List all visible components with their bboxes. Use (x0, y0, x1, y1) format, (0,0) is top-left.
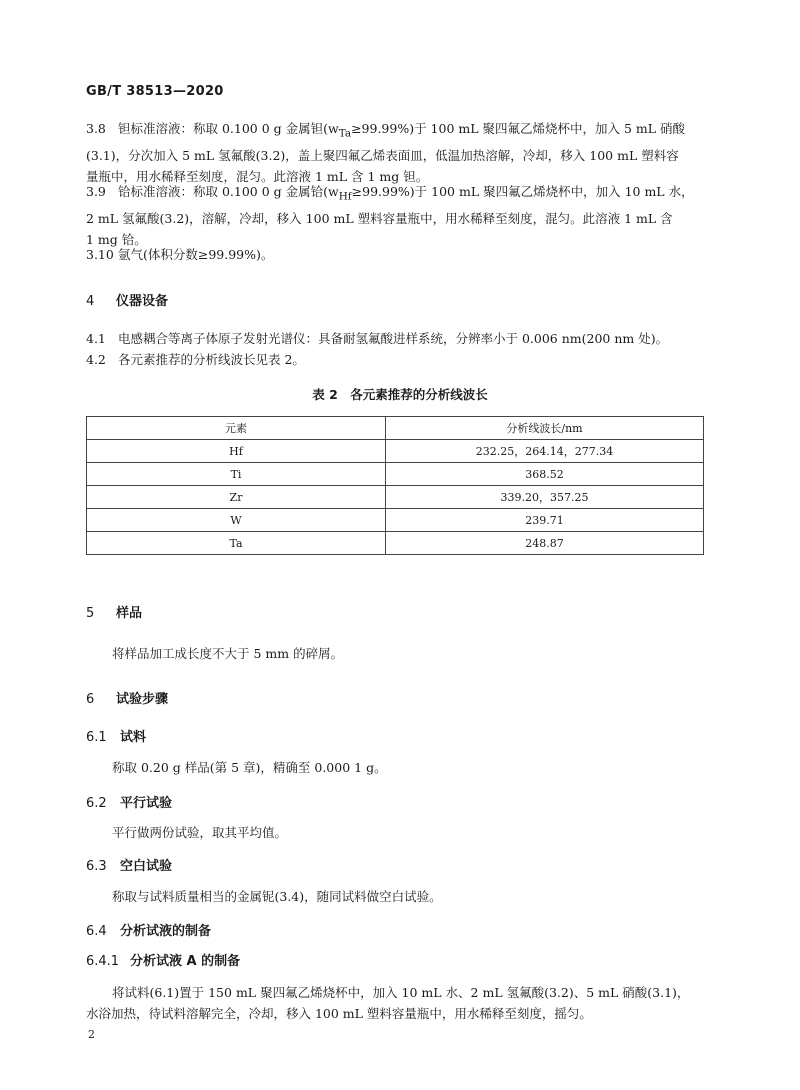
clause-number: 4.1 (86, 331, 106, 346)
wavelength-cell: 232.25，264.14，277.34 (386, 440, 704, 463)
wavelength-cell: 239.71 (386, 509, 704, 532)
section-6-2-body: 平行做两份试验，取其平均值。 (112, 825, 288, 840)
section-title: 试验步骤 (116, 692, 169, 707)
clause-3-10 (86, 244, 716, 265)
clause-4-1 (86, 328, 716, 349)
section-6-1-body: 称取 0.20 g 样品(第 5 章)，精确至 0.000 1 g。 (112, 760, 387, 775)
section-5-heading (86, 602, 142, 621)
clause-text: 电感耦合等离子体原子发射光谱仪：具备耐氢氟酸进样系统，分辨率小于 0.006 nm(200 nm 处)。 (118, 331, 669, 346)
section-title: 分析试液的制备 (120, 924, 212, 939)
section-number: 6.3 (86, 859, 107, 874)
section-6-2-heading (86, 792, 172, 811)
clause-3-9 (86, 181, 716, 250)
wavelength-cell: 339.20，357.25 (386, 486, 704, 509)
section-number: 4 (86, 294, 95, 309)
section-number: 6 (86, 692, 95, 707)
section-number: 6.4 (86, 924, 107, 939)
section-title: 仪器设备 (116, 294, 169, 309)
element-cell: W (87, 509, 386, 532)
element-cell: Ta (87, 532, 386, 555)
table-header-row (87, 417, 704, 440)
section-title: 分析试液 A 的制备 (130, 954, 241, 969)
clause-3-8 (86, 118, 716, 187)
section-number: 6.2 (86, 796, 107, 811)
section-6-4-1-body (86, 982, 712, 1024)
section-6-1-heading (86, 726, 146, 745)
clause-4-2 (86, 349, 716, 370)
element-cell: Hf (87, 440, 386, 463)
clause-number: 3.8 (86, 121, 106, 136)
table-row (87, 486, 704, 509)
element-cell: Ti (87, 463, 386, 486)
clause-text-line: 1 mg 铪。 (86, 231, 147, 247)
standard-code: GB/T 38513—2020 (86, 84, 224, 99)
section-6-4-1-heading (86, 950, 240, 969)
clause-text-line: 2 mL 氢氟酸(3.2)，溶解，冷却，移入 100 mL 塑料容量瓶中，用水稀释至刻度，混匀。此溶液 1 mL 含 (86, 210, 673, 226)
wavelength-cell: 368.52 (386, 463, 704, 486)
section-title: 平行试验 (120, 796, 173, 811)
clause-text-line: 铪标准溶液：称取 0.100 0 g 金属铪$(w_{Hf}\ge 99.99\%)$于 100 mL 聚四氟乙烯烧杯中，加入 10 mL 水， (118, 184, 694, 203)
clause-text: 各元素推荐的分析线波长见表 2。 (118, 352, 305, 367)
section-6-heading (86, 688, 168, 707)
body-line: 将试料(6.1)置于 150 mL 聚四氟乙烯烧杯中，加入 10 mL 水、2 mL 氢氟酸(3.2)、5 mL 硝酸(3.1)， (112, 985, 690, 1000)
clause-number: 4.2 (86, 352, 106, 367)
table-header-cell: 元素 (87, 417, 386, 440)
table-header-cell: 分析线波长/nm (386, 417, 704, 440)
table-row (87, 509, 704, 532)
section-5-body: 将样品加工成长度不大于 5 mm 的碎屑。 (112, 646, 344, 661)
table-row (87, 463, 704, 486)
section-4-heading (86, 290, 168, 309)
table-row (87, 440, 704, 463)
section-6-4-heading (86, 920, 211, 939)
clause-text-line: 钽标准溶液：称取 0.100 0 g 金属钽$(w_{Ta}\ge 99.99\%)$于 100 mL 聚四氟乙烯烧杯中，加入 5 mL 硝酸 (118, 121, 686, 140)
page-number: 2 (88, 1028, 95, 1041)
clause-number: 3.10 (86, 247, 114, 262)
section-title: 样品 (116, 606, 143, 621)
body-line: 水浴加热，待试料溶解完全，冷却，移入 100 mL 塑料容量瓶中，用水稀释至刻度，摇匀。 (86, 1006, 592, 1021)
clause-text: 氩气(体积分数≥99.99%)。 (118, 247, 274, 262)
section-number: 6.4.1 (86, 954, 120, 969)
section-6-3-body: 称取与试料质量相当的金属铌(3.4)，随同试料做空白试验。 (112, 889, 442, 904)
clause-text-line: 量瓶中，用水稀释至刻度，混匀。此溶液 1 mL 含 1 mg 钽。 (86, 168, 429, 184)
section-6-3-heading (86, 855, 172, 874)
section-title: 试料 (120, 730, 147, 745)
section-number: 6.1 (86, 730, 107, 745)
wavelength-cell: 248.87 (386, 532, 704, 555)
section-number: 5 (86, 606, 95, 621)
table-title: 表 2 各元素推荐的分析线波长 (312, 387, 488, 402)
wavelength-table (86, 416, 704, 555)
table-row (87, 532, 704, 555)
element-cell: Zr (87, 486, 386, 509)
section-title: 空白试验 (120, 859, 173, 874)
clause-number: 3.9 (86, 184, 106, 199)
clause-text-line: (3.1)，分次加入 5 mL 氢氟酸(3.2)，盖上聚四氟乙烯表面皿，低温加热溶解，冷却，移入 100 mL 塑料容 (86, 147, 679, 163)
